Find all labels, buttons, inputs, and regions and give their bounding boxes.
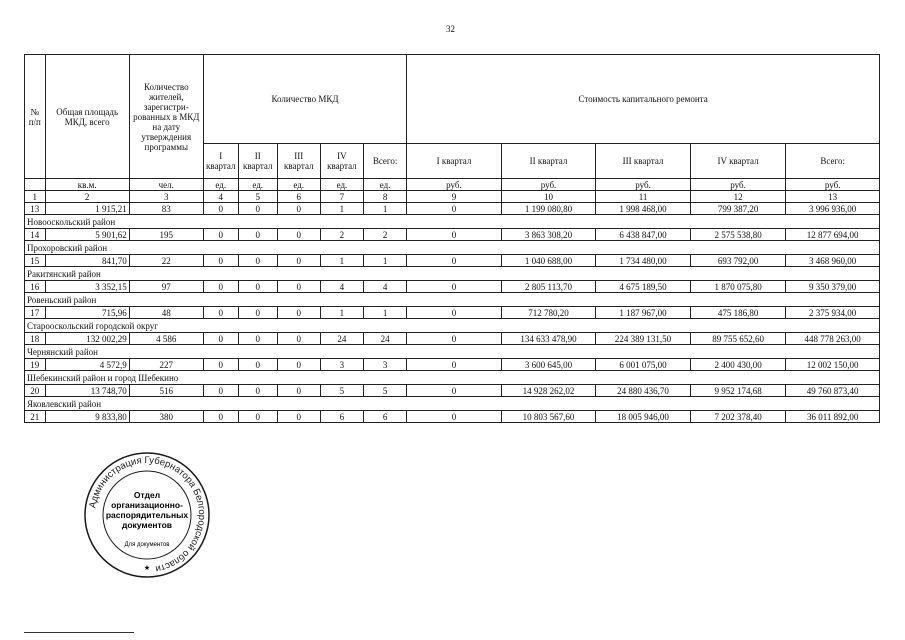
table-row-cell: 0 xyxy=(203,281,238,293)
table-row-cell: 1 xyxy=(364,255,407,267)
table-row-cell: 6 xyxy=(320,411,363,423)
header-cost-q2: II квартал xyxy=(501,144,596,179)
table-row-cell: 448 778 263,00 xyxy=(786,333,880,345)
table-row-cell: 0 xyxy=(238,229,277,241)
table-row-cell: 18 xyxy=(25,333,46,345)
column-number-row-cell: 6 xyxy=(277,191,320,203)
table-row-cell: 715,96 xyxy=(45,307,129,319)
table-row-cell: 3 600 645,00 xyxy=(501,359,596,371)
table-row-cell: 2 375 934,00 xyxy=(786,307,880,319)
table-row-cell: 1 xyxy=(364,307,407,319)
column-number-row-cell: 13 xyxy=(786,191,880,203)
table-row-cell: 12 002 150,00 xyxy=(786,359,880,371)
table-row-cell: 132 002,29 xyxy=(45,333,129,345)
table-row-cell: 134 633 478,90 xyxy=(501,333,596,345)
table-row-cell: 2 xyxy=(320,229,363,241)
table-row xyxy=(25,281,880,293)
table-row-cell: 0 xyxy=(277,411,320,423)
column-number-row-cell: 10 xyxy=(501,191,596,203)
table-row-cell: 13 xyxy=(25,203,46,215)
table-row-cell: 0 xyxy=(407,307,502,319)
units-row xyxy=(25,179,880,191)
district-row xyxy=(25,293,880,307)
header-count-group: Количество МКД xyxy=(203,55,406,144)
district-name: Шебекинский район и город Шебекино xyxy=(25,371,880,385)
table-row-cell: 2 805 113,70 xyxy=(501,281,596,293)
header-q3: III квартал xyxy=(277,144,320,179)
table-row-cell: 227 xyxy=(129,359,203,371)
table-row-cell: 0 xyxy=(238,359,277,371)
table-row-cell: 693 792,00 xyxy=(690,255,786,267)
header-q4: IV квартал xyxy=(320,144,363,179)
table-row-cell: 0 xyxy=(203,411,238,423)
table-row-cell: 1 xyxy=(320,307,363,319)
column-number-row-cell: 3 xyxy=(129,191,203,203)
table-row-cell: 516 xyxy=(129,385,203,397)
district-row xyxy=(25,371,880,385)
table-row-cell: 0 xyxy=(407,229,502,241)
table-row-cell: 20 xyxy=(25,385,46,397)
column-number-row-cell: 4 xyxy=(203,191,238,203)
district-name: Ракитянский район xyxy=(25,267,880,281)
district-name: Новооскольский район xyxy=(25,215,880,229)
table-row-cell: 36 011 892,00 xyxy=(786,411,880,423)
table-row-cell: 2 400 430,00 xyxy=(690,359,786,371)
district-row xyxy=(25,345,880,359)
table-row-cell: 6 438 847,00 xyxy=(596,229,691,241)
stamp-star-icon: ★ xyxy=(143,564,151,572)
header-q2: II квартал xyxy=(238,144,277,179)
table-row-cell: 0 xyxy=(203,229,238,241)
table-row-cell: 17 xyxy=(25,307,46,319)
table-row-cell: 0 xyxy=(203,307,238,319)
table-row-cell: 3 468 960,00 xyxy=(786,255,880,267)
table-row-cell: 3 996 936,00 xyxy=(786,203,880,215)
table-row-cell: 712 780,20 xyxy=(501,307,596,319)
district-row xyxy=(25,397,880,411)
table-row xyxy=(25,411,880,423)
capital-repair-table xyxy=(24,54,880,423)
table-row-cell: 22 xyxy=(129,255,203,267)
units-row-cell: кв.м. xyxy=(45,179,129,191)
header-total: Всего: xyxy=(364,144,407,179)
table-row-cell: 4 586 xyxy=(129,333,203,345)
table-row-cell: 3 xyxy=(364,359,407,371)
table-row-cell: 0 xyxy=(407,255,502,267)
table-row-cell: 0 xyxy=(203,203,238,215)
table-row-cell: 1 199 080,80 xyxy=(501,203,596,215)
table-row-cell: 1 xyxy=(364,203,407,215)
table-row-cell: 5 xyxy=(320,385,363,397)
table-row-cell: 16 xyxy=(25,281,46,293)
table-row-cell: 4 xyxy=(364,281,407,293)
units-row-cell: руб. xyxy=(501,179,596,191)
table-row xyxy=(25,307,880,319)
official-stamp xyxy=(82,450,212,580)
units-row-cell xyxy=(25,179,46,191)
table-row-cell: 0 xyxy=(407,385,502,397)
table-row-cell: 97 xyxy=(129,281,203,293)
units-row-cell: руб. xyxy=(690,179,786,191)
units-row-cell: ед. xyxy=(238,179,277,191)
table-row xyxy=(25,359,880,371)
table-row-cell: 1 870 075,80 xyxy=(690,281,786,293)
table-row-cell: 24 880 436,70 xyxy=(596,385,691,397)
table-row-cell: 1 915,21 xyxy=(45,203,129,215)
table-row-cell: 12 877 694,00 xyxy=(786,229,880,241)
table-row-cell: 0 xyxy=(277,203,320,215)
table-row-cell: 24 xyxy=(320,333,363,345)
table-row-cell: 0 xyxy=(203,333,238,345)
table-row-cell: 9 350 379,00 xyxy=(786,281,880,293)
table-row-cell: 89 755 652,60 xyxy=(690,333,786,345)
table-row-cell: 0 xyxy=(238,411,277,423)
table-row-cell: 0 xyxy=(238,255,277,267)
table-row-cell: 6 001 075,00 xyxy=(596,359,691,371)
table-row-cell: 18 005 946,00 xyxy=(596,411,691,423)
units-row-cell: чел. xyxy=(129,179,203,191)
table-row-cell: 380 xyxy=(129,411,203,423)
stamp-line-2: организационно- xyxy=(111,500,183,510)
table-row-cell: 15 xyxy=(25,255,46,267)
table-row-cell: 2 575 538,80 xyxy=(690,229,786,241)
units-row-cell: ед. xyxy=(203,179,238,191)
table-row-cell: 0 xyxy=(238,307,277,319)
table-row-cell: 0 xyxy=(407,281,502,293)
table-row-cell: 7 202 378,40 xyxy=(690,411,786,423)
table-row-cell: 0 xyxy=(238,203,277,215)
header-cost-q3: III квартал xyxy=(596,144,691,179)
column-number-row-cell: 11 xyxy=(596,191,691,203)
table-row-cell: 0 xyxy=(238,333,277,345)
table-row-cell: 10 803 567,60 xyxy=(501,411,596,423)
table-row-cell: 0 xyxy=(277,385,320,397)
column-number-row-cell: 8 xyxy=(364,191,407,203)
column-number-row-cell: 9 xyxy=(407,191,502,203)
table-row-cell: 3 xyxy=(320,359,363,371)
table-row-cell: 1 998 468,00 xyxy=(596,203,691,215)
table-row-cell: 48 xyxy=(129,307,203,319)
district-name: Старооскольский городской округ xyxy=(25,319,880,333)
table-row-cell: 14 928 262,02 xyxy=(501,385,596,397)
table-row-cell: 0 xyxy=(277,281,320,293)
page-number: 32 xyxy=(446,24,455,34)
table-row-cell: 0 xyxy=(238,385,277,397)
header-area: Общая площадь МКД, всего xyxy=(45,55,129,179)
table-row-cell: 0 xyxy=(277,229,320,241)
district-name: Ровеньский район xyxy=(25,293,880,307)
stamp-ring-text: Администрация Губернатора Белгородской области xyxy=(87,454,208,575)
table-row-cell: 9 952 174,68 xyxy=(690,385,786,397)
table-row-cell: 49 760 873,40 xyxy=(786,385,880,397)
table-row xyxy=(25,255,880,267)
table-row-cell: 83 xyxy=(129,203,203,215)
table-row-cell: 0 xyxy=(238,281,277,293)
table-row-cell: 3 863 308,20 xyxy=(501,229,596,241)
column-number-row xyxy=(25,191,880,203)
table-row-cell: 4 xyxy=(320,281,363,293)
table-row-cell: 841,70 xyxy=(45,255,129,267)
stamp-line-1: Отдел xyxy=(133,490,161,500)
table-row-cell: 1 xyxy=(320,203,363,215)
stamp-bottom-text: Для документов xyxy=(124,542,170,548)
table-row-cell: 4 572,9 xyxy=(45,359,129,371)
district-name: Прохоровский район xyxy=(25,241,880,255)
table-row-cell: 24 xyxy=(364,333,407,345)
table-row-cell: 21 xyxy=(25,411,46,423)
units-row-cell: руб. xyxy=(786,179,880,191)
table-row-cell: 0 xyxy=(277,307,320,319)
table-row-cell: 0 xyxy=(277,359,320,371)
units-row-cell: руб. xyxy=(596,179,691,191)
header-num: № п/п xyxy=(25,55,46,179)
header-cost-q4: IV квартал xyxy=(690,144,786,179)
column-number-row-cell: 12 xyxy=(690,191,786,203)
table-row-cell: 0 xyxy=(407,359,502,371)
table-row-cell: 13 748,70 xyxy=(45,385,129,397)
table-row-cell: 0 xyxy=(277,333,320,345)
header-cost-q1: I квартал xyxy=(407,144,502,179)
footer-rule xyxy=(24,632,134,633)
table-row-cell: 0 xyxy=(407,203,502,215)
header-residents: Количество жителей, зарегистри-рованных в МКД на дату утверждения программы xyxy=(129,55,203,179)
district-row xyxy=(25,267,880,281)
district-name: Яковлевский район xyxy=(25,397,880,411)
district-row xyxy=(25,215,880,229)
district-name: Чернянский район xyxy=(25,345,880,359)
header-q1: I квартал xyxy=(203,144,238,179)
table-row-cell: 0 xyxy=(203,359,238,371)
table-row-cell: 4 675 189,50 xyxy=(596,281,691,293)
table-row-cell: 3 352,15 xyxy=(45,281,129,293)
table-row-cell: 2 xyxy=(364,229,407,241)
table-row-cell: 195 xyxy=(129,229,203,241)
table-row-cell: 5 xyxy=(364,385,407,397)
table-row-cell: 6 xyxy=(364,411,407,423)
table-row-cell: 0 xyxy=(407,333,502,345)
table-row xyxy=(25,229,880,241)
units-row-cell: ед. xyxy=(277,179,320,191)
table-row-cell: 475 186,80 xyxy=(690,307,786,319)
column-number-row-cell: 5 xyxy=(238,191,277,203)
column-number-row-cell: 1 xyxy=(25,191,46,203)
table-row-cell: 0 xyxy=(277,255,320,267)
table-row xyxy=(25,203,880,215)
table-row-cell: 5 901,62 xyxy=(45,229,129,241)
table-row-cell: 224 389 131,50 xyxy=(596,333,691,345)
header-cost-group: Стоимость капитального ремонта xyxy=(407,55,880,144)
district-row xyxy=(25,319,880,333)
table-row-cell: 1 040 688,00 xyxy=(501,255,596,267)
table-row xyxy=(25,385,880,397)
table-row-cell: 0 xyxy=(407,411,502,423)
table-row-cell: 1 734 480,00 xyxy=(596,255,691,267)
stamp-line-4: документов xyxy=(121,520,173,530)
column-number-row-cell: 2 xyxy=(45,191,129,203)
units-row-cell: руб. xyxy=(407,179,502,191)
table-row-cell: 1 187 967,00 xyxy=(596,307,691,319)
table-row-cell: 19 xyxy=(25,359,46,371)
district-row xyxy=(25,241,880,255)
header-cost-total: Всего: xyxy=(786,144,880,179)
units-row-cell: ед. xyxy=(364,179,407,191)
column-number-row-cell: 7 xyxy=(320,191,363,203)
table-row-cell: 9 833,80 xyxy=(45,411,129,423)
table-row-cell: 0 xyxy=(203,385,238,397)
table-row xyxy=(25,333,880,345)
table-row-cell: 799 387,20 xyxy=(690,203,786,215)
table-row-cell: 0 xyxy=(203,255,238,267)
stamp-line-3: распорядительных xyxy=(105,510,189,520)
units-row-cell: ед. xyxy=(320,179,363,191)
table-row-cell: 14 xyxy=(25,229,46,241)
table-row-cell: 1 xyxy=(320,255,363,267)
